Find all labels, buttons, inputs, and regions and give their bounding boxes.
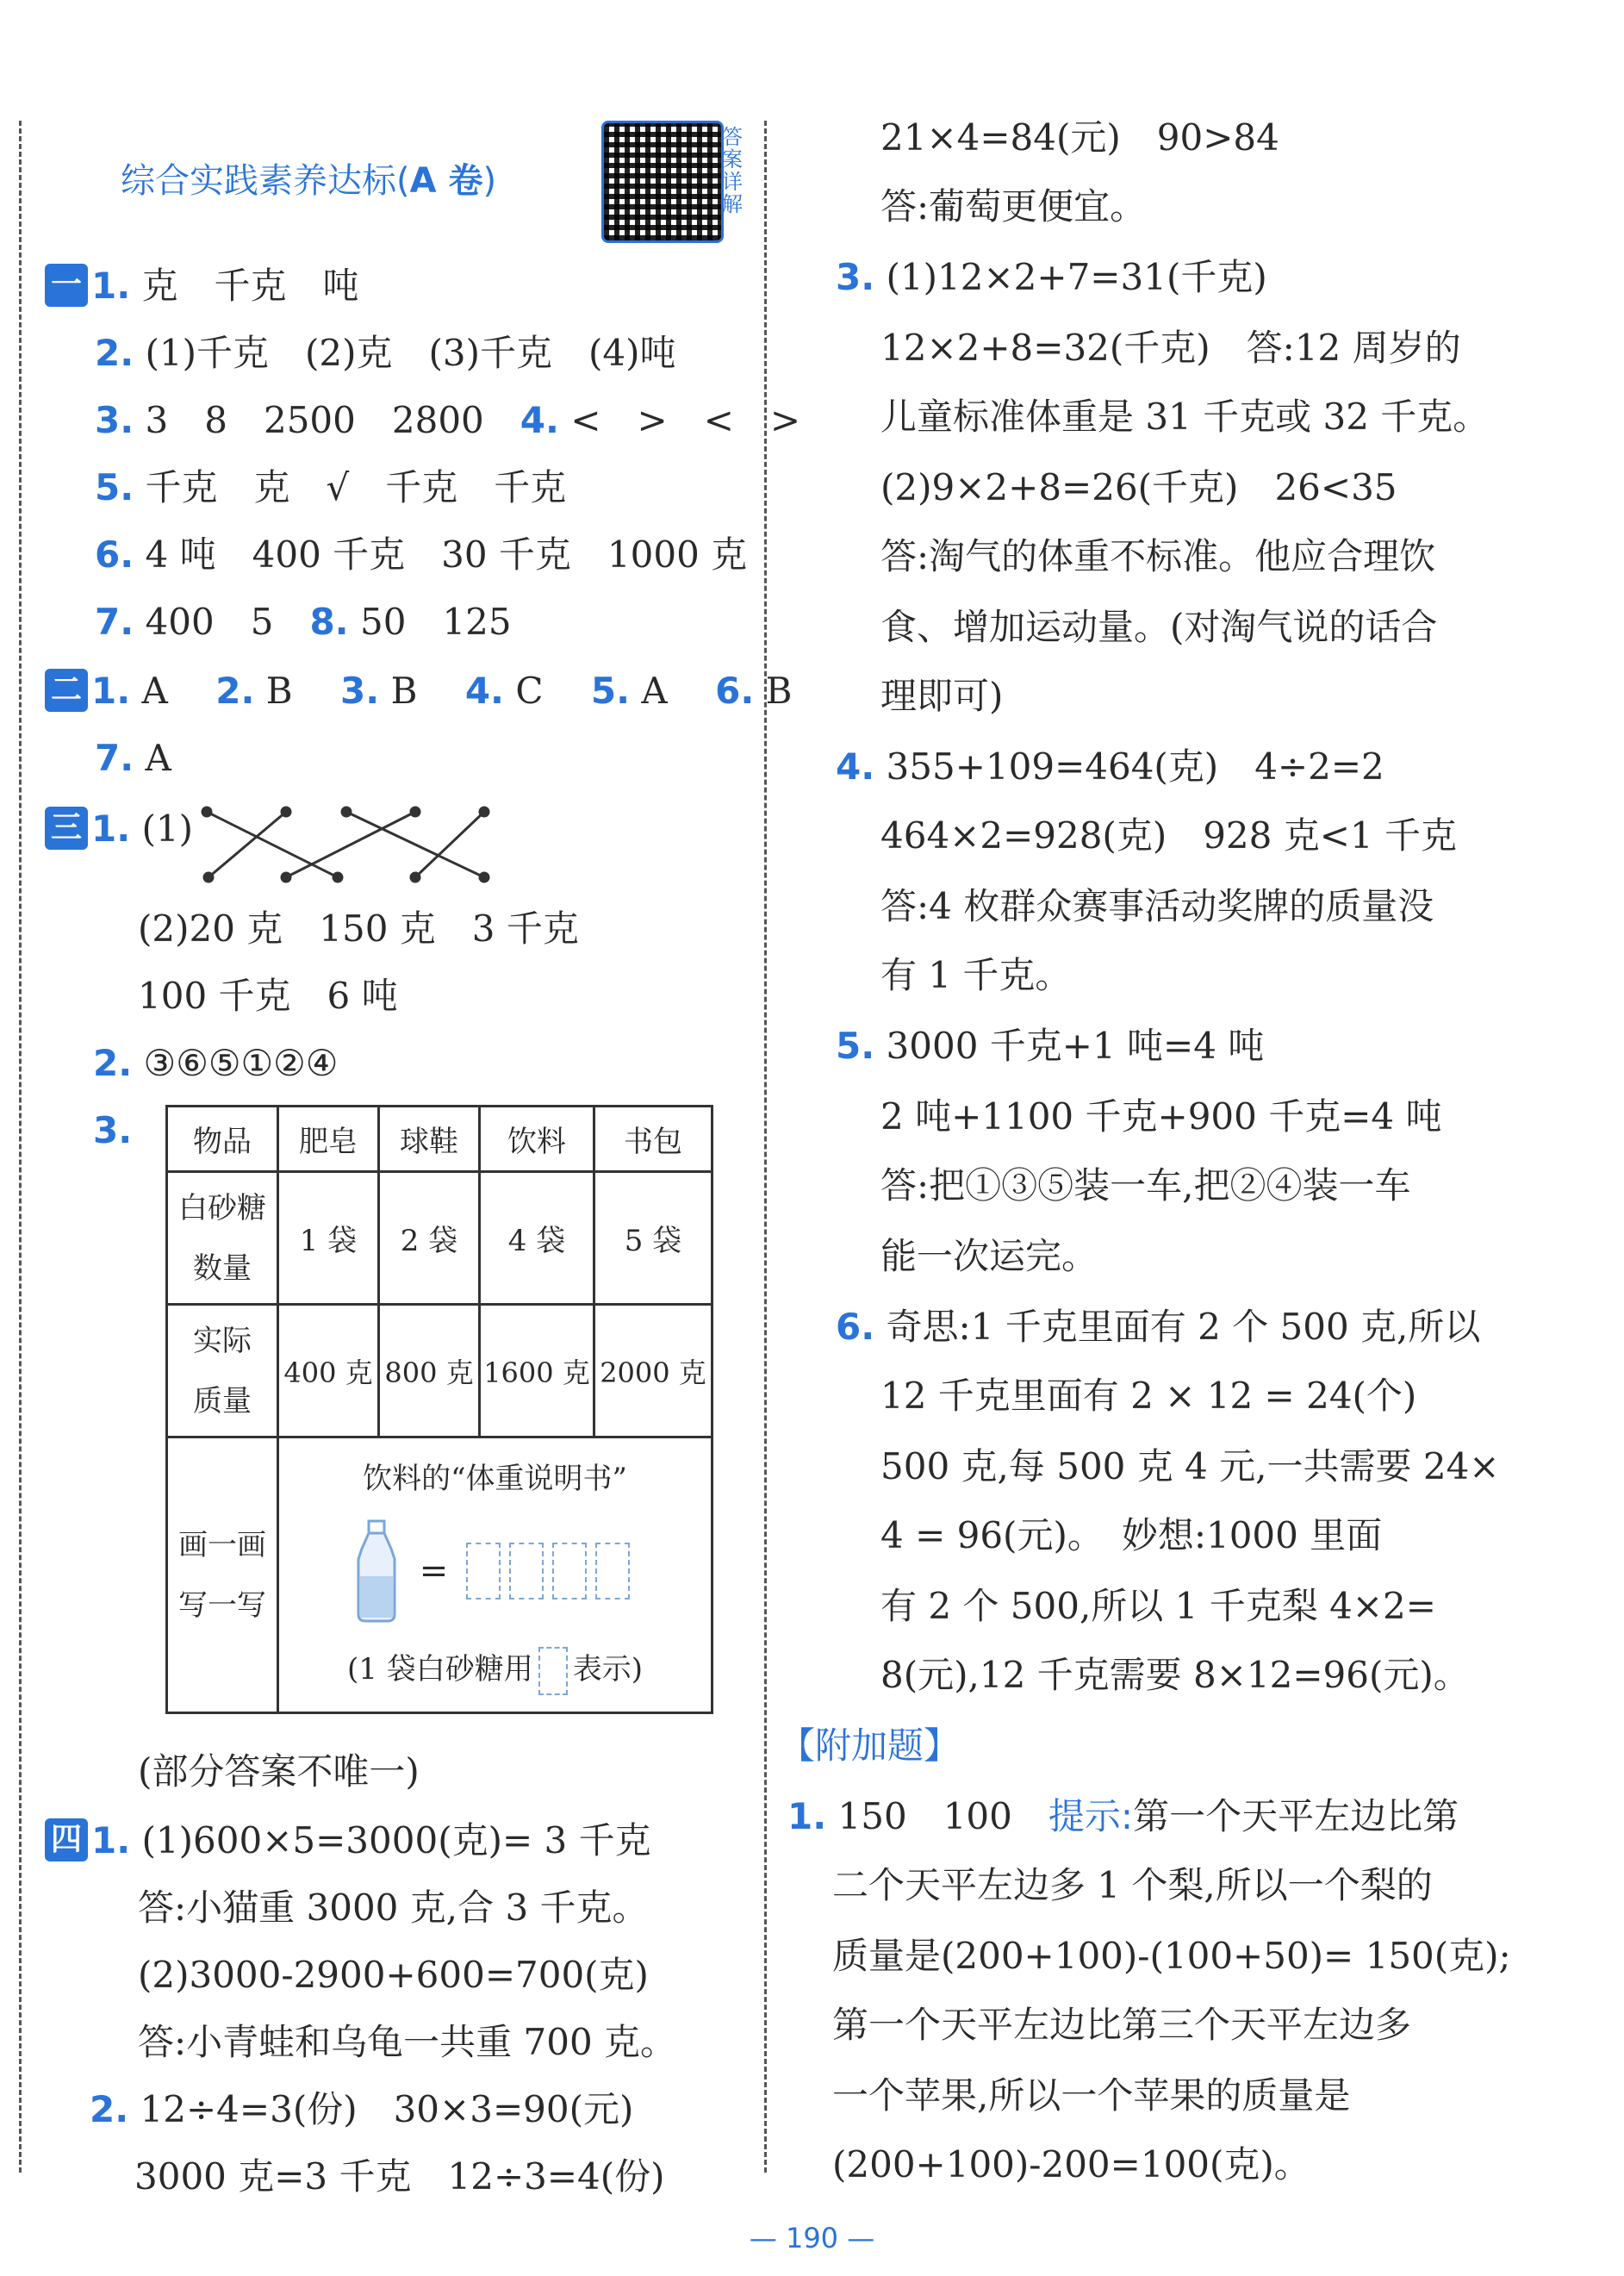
s1-line2: 2. (1)千克 (2)克 (3)千克 (4)吨 bbox=[95, 332, 676, 374]
table-header: 物品 bbox=[167, 1107, 278, 1172]
s4-line1: 四 1. (1)600×5=3000(克)= 3 千克 bbox=[45, 1815, 651, 1867]
table-cell: 2 袋 bbox=[379, 1172, 480, 1305]
s3-line5: 3. bbox=[93, 1109, 133, 1151]
s3-note: (部分答案不唯一) bbox=[138, 1750, 420, 1793]
table-row-label: 白砂糖 数量 bbox=[167, 1172, 278, 1305]
r-line13: 有 1 千克。 bbox=[880, 954, 1072, 996]
table-cell: 1 袋 bbox=[278, 1172, 379, 1305]
qr-label: 答案详解 bbox=[722, 125, 743, 216]
equals-sign: = bbox=[419, 1551, 449, 1591]
r-a3: 质量是(200+100)-(100+50)= 150(克); bbox=[832, 1935, 1511, 1977]
table-row-label: 实际 质量 bbox=[167, 1305, 278, 1437]
section-badge-2: 二 bbox=[45, 669, 88, 712]
section-badge-4: 四 bbox=[45, 1818, 88, 1861]
r-line20: 500 克,每 500 克 4 元,一共需要 24× bbox=[880, 1445, 1500, 1487]
r-q5: 5. 3000 千克+1 吨=4 吨 bbox=[836, 1025, 1265, 1067]
r-a1: 1. 150 100 提示:第一个天平左边比第 bbox=[787, 1795, 1459, 1837]
s1-line5: 6. 4 吨 400 千克 30 千克 1000 克 bbox=[95, 533, 748, 576]
s3-line2: (2)20 克 150 克 3 千克 bbox=[138, 907, 579, 950]
r-a5: 一个苹果,所以一个苹果的质量是 bbox=[832, 2074, 1351, 2117]
drawing-note: (1 袋白砂糖用 表示) bbox=[279, 1645, 711, 1695]
table-header: 球鞋 bbox=[379, 1107, 480, 1172]
r-line23: 8(元),12 千克需要 8×12=96(元)。 bbox=[880, 1654, 1470, 1696]
s2-line2: 7. A bbox=[95, 737, 171, 779]
page-number: — 190 — bbox=[749, 2222, 875, 2254]
r-line1: 21×4=84(元) 90>84 bbox=[880, 116, 1279, 159]
r-line4: 12×2+8=32(千克) 答:12 周岁的 bbox=[880, 327, 1461, 369]
s3-line1: 三 1. (1) bbox=[45, 803, 193, 855]
s4-line6: 3000 克=3 千克 12÷3=4(份) bbox=[134, 2155, 665, 2198]
r-line15: 2 吨+1100 千克+900 千克=4 吨 bbox=[880, 1095, 1442, 1138]
s4-line2: 答:小猫重 3000 克,合 3 千克。 bbox=[138, 1886, 649, 1929]
section-badge-1: 一 bbox=[45, 264, 88, 307]
s1-line3: 3. 3 8 2500 2800 4. < > < > bbox=[95, 399, 801, 441]
left-margin-divider bbox=[19, 121, 22, 2173]
s1-line6: 7. 400 5 8. 50 125 bbox=[95, 601, 512, 643]
r-line16: 答:把①③⑤装一车,把②④装一车 bbox=[880, 1164, 1411, 1207]
bottle-icon bbox=[352, 1519, 401, 1623]
r-q6: 6. 奇思:1 千克里面有 2 个 500 克,所以 bbox=[836, 1306, 1481, 1348]
r-line9: 理即可) bbox=[880, 675, 1004, 717]
table-cell: 1600 克 bbox=[480, 1305, 594, 1437]
s4-line5: 2. 12÷4=3(份) 30×3=90(元) bbox=[90, 2088, 634, 2130]
sugar-weight-table bbox=[165, 1105, 713, 1714]
s2-line1: 二 1. A 2. B 3. B 4. C 5. A 6. B bbox=[45, 665, 793, 717]
table-row-label: 画一画 写一写 bbox=[167, 1437, 278, 1713]
page-title: 综合实践素养达标(A 卷) bbox=[121, 161, 497, 201]
drawing-cell bbox=[278, 1437, 712, 1713]
r-line12: 答:4 枚群众赛事活动奖牌的质量没 bbox=[880, 885, 1434, 927]
s1-line1: 一 1. 克 千克 吨 bbox=[45, 260, 359, 312]
sugar-bag-box bbox=[466, 1543, 501, 1599]
sugar-bag-symbol bbox=[538, 1647, 568, 1695]
table-header: 书包 bbox=[594, 1107, 712, 1172]
drawing-figure bbox=[279, 1519, 711, 1623]
table-cell: 400 克 bbox=[278, 1305, 379, 1437]
r-a2: 二个天平左边多 1 个梨,所以一个梨的 bbox=[832, 1864, 1433, 1906]
r-line7: 答:淘气的体重不标准。他应合理饮 bbox=[880, 535, 1436, 577]
table-cell: 2000 克 bbox=[594, 1305, 712, 1437]
s4-line4: 答:小青蛙和乌龟一共重 700 克。 bbox=[138, 2021, 677, 2063]
hint-label: 提示: bbox=[1048, 1795, 1134, 1837]
matching-lines-diagram bbox=[200, 803, 493, 886]
section-badge-3: 三 bbox=[45, 807, 88, 850]
drawing-title: 饮料的“体重说明书” bbox=[363, 1462, 627, 1496]
table-cell: 5 袋 bbox=[594, 1172, 712, 1305]
sugar-bag-box bbox=[595, 1543, 630, 1599]
r-line2: 答:葡萄更便宜。 bbox=[880, 185, 1147, 228]
r-line6: (2)9×2+8=26(千克) 26<35 bbox=[880, 466, 1397, 508]
table-cell: 800 克 bbox=[379, 1305, 480, 1437]
r-line5: 儿童标准体重是 31 千克或 32 千克。 bbox=[880, 396, 1490, 438]
table-header: 饮料 bbox=[480, 1107, 594, 1172]
bonus-section-title: 【附加题】 bbox=[779, 1724, 961, 1767]
s3-line4: 2. ③⑥⑤①②④ bbox=[93, 1042, 339, 1084]
r-line22: 有 2 个 500,所以 1 千克梨 4×2= bbox=[880, 1585, 1436, 1627]
table-cell: 4 袋 bbox=[480, 1172, 594, 1305]
r-line17: 能一次运完。 bbox=[880, 1235, 1098, 1277]
sugar-bag-box bbox=[552, 1543, 587, 1599]
s4-line3: (2)3000-2900+600=700(克) bbox=[138, 1954, 649, 1996]
r-a4: 第一个天平左边比第三个天平左边多 bbox=[832, 2004, 1412, 2046]
r-line19: 12 千克里面有 2 × 12 = 24(个) bbox=[880, 1375, 1417, 1417]
r-q3: 3. (1)12×2+7=31(千克) bbox=[836, 256, 1267, 298]
qr-code-icon[interactable] bbox=[601, 121, 724, 243]
table-header: 肥皂 bbox=[278, 1107, 379, 1172]
s1-line4: 5. 千克 克 √ 千克 千克 bbox=[95, 466, 567, 508]
r-line21: 4 = 96(元)。 妙想:1000 里面 bbox=[880, 1514, 1383, 1556]
r-line8: 食、增加运动量。(对淘气说的话合 bbox=[880, 606, 1438, 648]
r-line11: 464×2=928(克) 928 克<1 千克 bbox=[880, 814, 1457, 857]
s3-line3: 100 千克 6 吨 bbox=[138, 975, 398, 1017]
sugar-bag-box bbox=[509, 1543, 544, 1599]
r-q4: 4. 355+109=464(克) 4÷2=2 bbox=[836, 745, 1384, 788]
r-a6: (200+100)-200=100(克)。 bbox=[832, 2143, 1310, 2186]
